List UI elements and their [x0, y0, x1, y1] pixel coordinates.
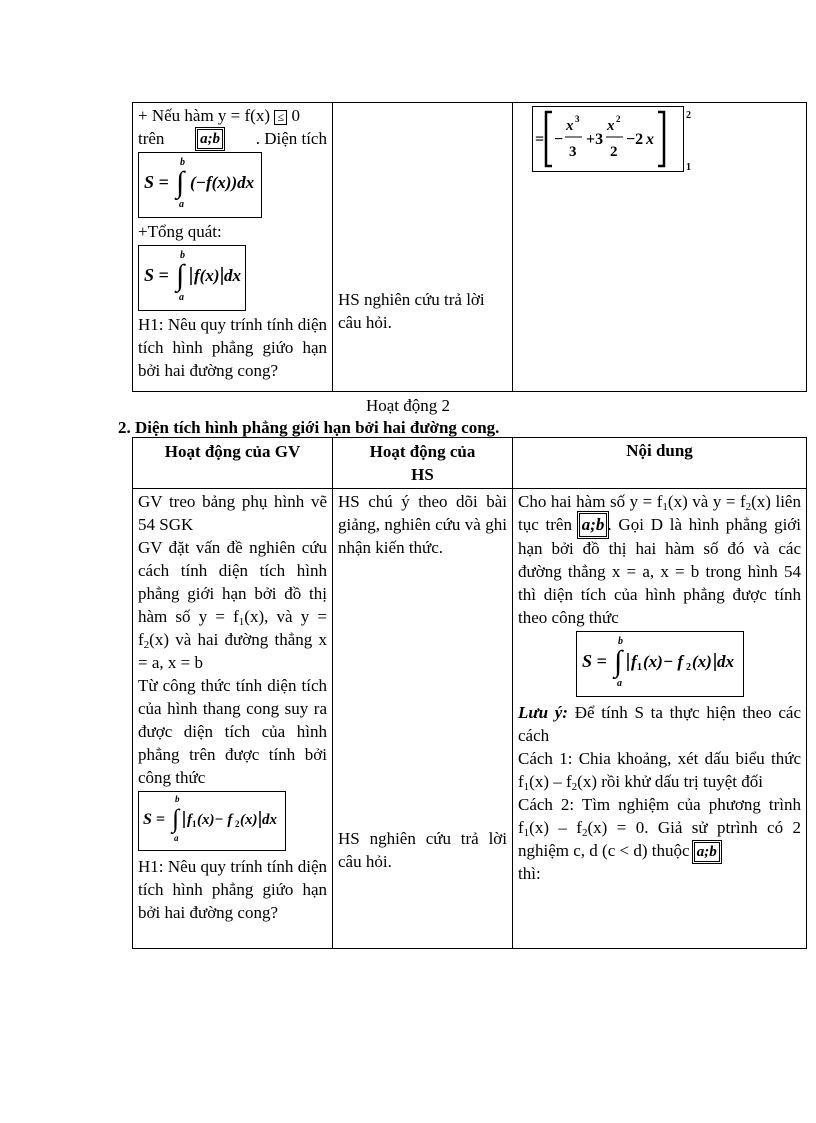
sub: 2 [581, 827, 588, 839]
svg-text:a: a [179, 292, 184, 303]
c2b: (x) – f [529, 818, 582, 837]
svg-text:a: a [174, 833, 179, 843]
svg-text:−: − [554, 131, 564, 148]
c1a: Cách 1: Chia khoảng, xét dấu biểu thức f [518, 749, 801, 791]
svg-text:∫: ∫ [176, 259, 185, 292]
svg-text:=: = [535, 131, 545, 148]
main-table [132, 437, 807, 949]
gv-p2c: (x) và hai đường thẳng x = a, x = b [138, 630, 327, 672]
svg-text:1: 1 [686, 162, 691, 173]
svg-text:b: b [175, 794, 180, 804]
svg-text:x: x [566, 118, 574, 134]
hs-answer: HS nghiên cứu trả lời câu hỏi. [338, 290, 485, 332]
nd-p1b: (x) và y = f [667, 492, 746, 511]
hs-p1: HS chú ý theo dõi bài giảng, nghiên cứu và ghi nhận kiến thức. [338, 492, 507, 557]
svg-text:dx: dx [716, 652, 734, 671]
top-table [132, 102, 807, 392]
svg-text:2: 2 [686, 110, 691, 121]
svg-text:1: 1 [636, 662, 642, 673]
svg-text:x: x [607, 118, 615, 134]
sub: 2 [571, 781, 578, 793]
svg-text:S =: S = [144, 172, 169, 192]
header-nd: Nội dung [513, 438, 807, 489]
svg-text:dx: dx [224, 266, 241, 285]
interval-box: a;b [197, 129, 223, 149]
c1c: (x) rồi khử dấu trị tuyệt đối [577, 772, 763, 791]
formula-negative-f [138, 152, 262, 218]
interval-box: a;b [694, 842, 720, 862]
header-gv: Hoạt động của GV [133, 438, 333, 489]
gv-p2b: (x), và y = f [138, 607, 327, 649]
bracket-formula-svg [532, 106, 697, 174]
sub: 1 [523, 781, 530, 793]
nd-cell [513, 489, 807, 949]
sub: 1 [238, 616, 245, 628]
svg-text:f(x): f(x) [194, 266, 220, 285]
gv-p1: GV treo bảng phụ hình vẽ 54 SGK [138, 492, 327, 534]
formula-svg [142, 154, 258, 210]
svg-text:(x)− f: (x)− f [642, 652, 683, 671]
sub: 2 [143, 639, 150, 651]
svg-text:∫: ∫ [172, 804, 180, 833]
top-nd-cell [513, 103, 807, 392]
gv-p2 [138, 536, 327, 674]
svg-text:−2: −2 [626, 131, 644, 148]
svg-text:2: 2 [616, 114, 621, 124]
gv-cell [133, 489, 333, 949]
svg-text:S =: S = [144, 265, 169, 285]
question-h1: H1: Nêu quy trính tính diện tích hình phẳng giứo hạn bởi hai đường cong? [138, 315, 327, 380]
nd-note [518, 701, 801, 747]
svg-text:b: b [617, 636, 623, 647]
c2d: thì: [518, 864, 541, 883]
note-label: Lưu ý: [518, 703, 568, 722]
nd-p1c: (x) liên tục trên [518, 492, 801, 534]
sub: 1 [662, 501, 668, 513]
formula-abs-f [138, 245, 246, 311]
c2c: (x) = 0. Giả sử ptrình có 2 nghiệm c, d (c < d) thuộc [518, 818, 801, 860]
svg-text:∫: ∫ [176, 166, 185, 199]
formula-svg [580, 633, 740, 689]
cond-text: + Nếu hàm y = f(x) [138, 106, 270, 125]
general-label: +Tổng quát: [138, 222, 222, 241]
svg-text:2: 2 [235, 819, 240, 829]
nd-p1 [518, 490, 801, 629]
gv-formula [138, 791, 286, 851]
sub: 1 [523, 827, 530, 839]
svg-text:b: b [180, 157, 185, 168]
svg-text:x: x [646, 131, 654, 148]
svg-text:S =: S = [143, 811, 166, 828]
svg-text:(x): (x) [691, 652, 712, 671]
svg-text:dx: dx [262, 812, 277, 828]
nd-p1a: Cho hai hàm số y = f [518, 492, 663, 511]
gv-p2a: GV đặt vấn đề nghiên cứu cách tính diện tích hình phẳng giới hạn bởi đồ thị hàm số y = f [138, 538, 327, 626]
svg-text:(−f(x))dx: (−f(x))dx [190, 173, 255, 192]
svg-text:1: 1 [192, 819, 197, 829]
nd-c1 [518, 747, 801, 793]
dien-tich-text: . Diện tích [255, 129, 327, 148]
caption: Hoạt động 2 [365, 396, 451, 415]
header-hs: Hoạt động của HS [333, 438, 513, 489]
svg-text:+3: +3 [586, 131, 604, 148]
c2a: Cách 2: Tìm nghiệm của phương trình f [518, 795, 801, 837]
svg-text:2: 2 [610, 144, 618, 160]
sub: 2 [745, 501, 752, 513]
svg-text:∫: ∫ [613, 645, 622, 678]
interval-box: a;b [579, 513, 608, 537]
nd-c2 [518, 793, 801, 885]
c1b: (x) – f [529, 772, 572, 791]
svg-text:3: 3 [569, 144, 577, 160]
hs-cell [333, 489, 513, 949]
svg-text:2: 2 [685, 662, 691, 673]
top-hs-cell [333, 103, 513, 392]
top-gv-cell [133, 103, 333, 392]
svg-text:3: 3 [575, 114, 580, 124]
svg-text:(x): (x) [240, 812, 258, 828]
nd-formula-wrap [518, 629, 801, 701]
gv-p3: Từ công thức tính diện tích của hình thang cong suy ra được diện tích của hình phẳng trên được tính bởi công thức [138, 676, 327, 787]
svg-text:f: f [187, 812, 192, 828]
nd-formula [576, 631, 744, 697]
gv-h1: H1: Nêu quy trính tính diện tích hình phẳng giứo hạn bởi hai đường cong? [138, 857, 327, 922]
svg-text:(x)− f: (x)− f [197, 812, 233, 828]
svg-text:f: f [630, 652, 637, 671]
nd-p1d: . Gọi D là hình phẳng giới hạn bởi đồ thị hai hàm số đó và các đường thẳng x = a, x = b trong hình 54 thì diện tích của hình phẳng được tính theo công thức [518, 515, 801, 627]
svg-text:a: a [179, 199, 184, 210]
svg-text:S =: S = [581, 651, 607, 671]
svg-text:b: b [180, 250, 185, 261]
tren-text: trên [138, 129, 165, 148]
section-heading: 2. Diện tích hình phẳng giới hạn bởi hai đường cong. [118, 418, 500, 437]
formula-svg [142, 793, 282, 843]
svg-text:a: a [616, 678, 622, 689]
leq-symbol: ≤ [274, 110, 287, 125]
hs-p2: HS nghiên cứu trả lời câu hỏi. [338, 829, 507, 871]
zero-text: 0 [291, 106, 300, 125]
note-text: Để tính S ta thực hiện theo các cách [518, 703, 801, 745]
formula-svg [142, 247, 242, 303]
bracket-formula [532, 106, 692, 172]
